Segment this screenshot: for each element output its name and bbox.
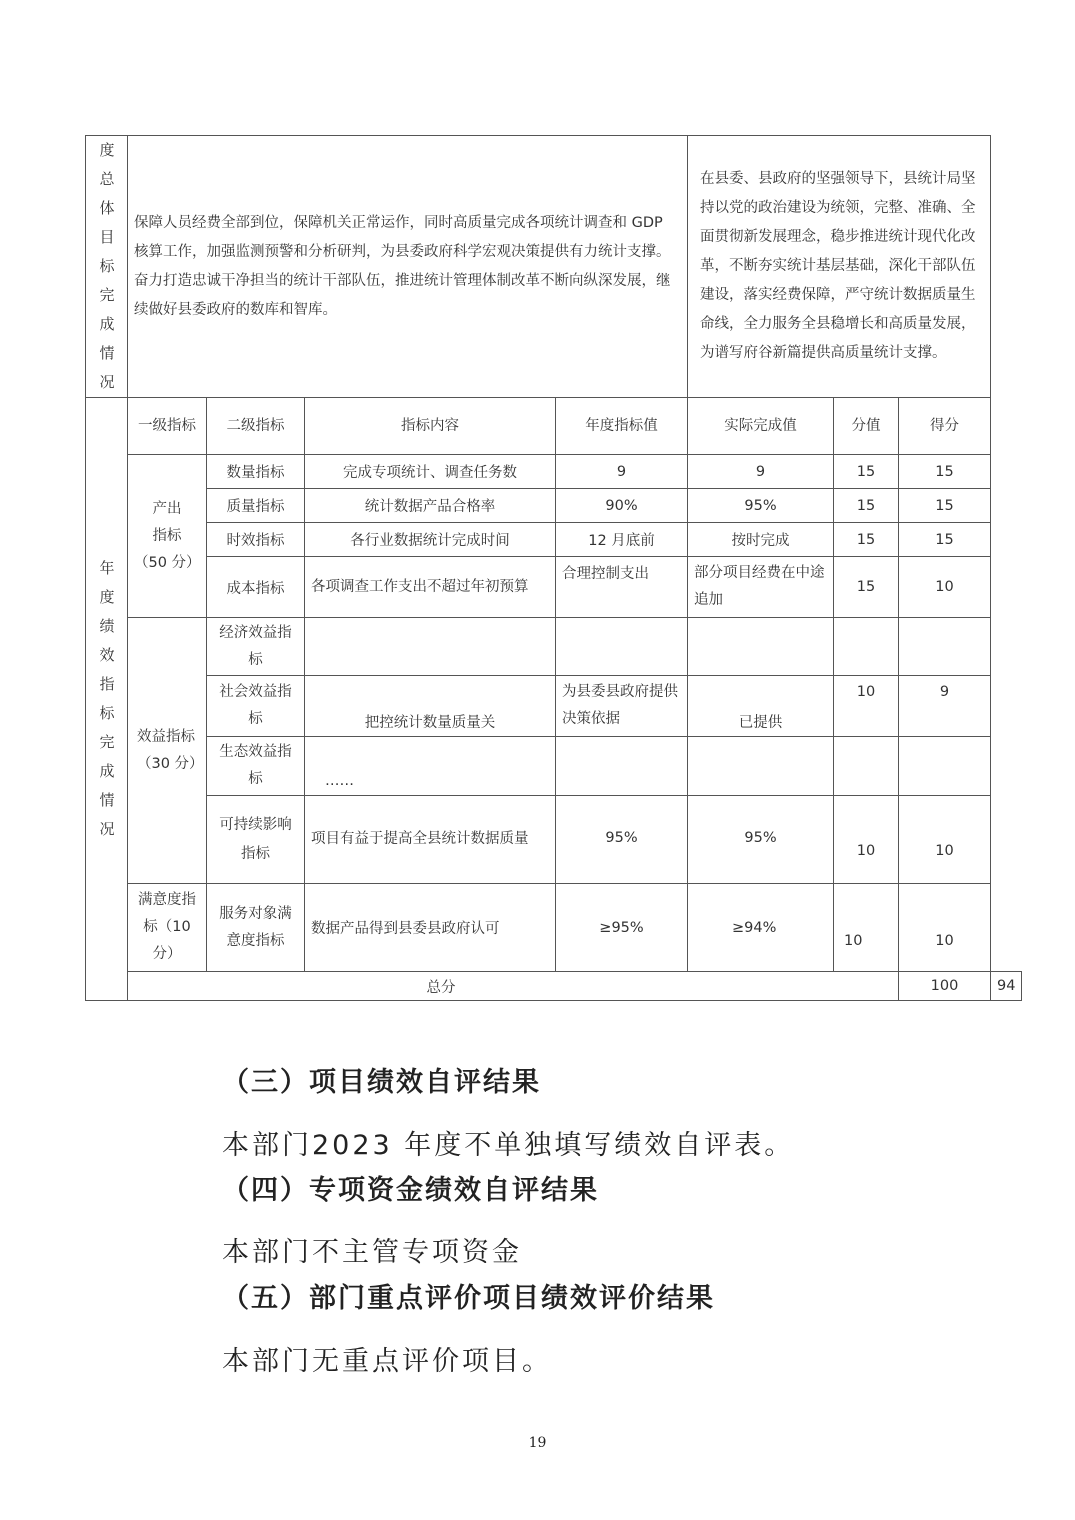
actual-cell: ≥94% [688, 884, 834, 972]
target-cell [556, 737, 688, 796]
page-number: 19 [528, 1435, 547, 1451]
target-cell: 12 月底前 [556, 523, 688, 557]
score-cell: 15 [899, 489, 991, 523]
level2-cell: 社会效益指标 [207, 676, 305, 737]
section-heading-3: （三）项目绩效自评结果 [222, 1067, 541, 1098]
score-cell: 9 [899, 676, 991, 737]
level2-cell: 经济效益指标 [207, 618, 305, 676]
vertical-label-char: 度 [99, 588, 115, 606]
perf-label-chars [100, 554, 114, 844]
header-content: 指标内容 [305, 398, 556, 455]
value-cell: 15 [834, 489, 899, 523]
section-body-5: 本部门无重点评价项目。 [222, 1346, 552, 1377]
level2-cell: 可持续影响指标 [207, 796, 305, 884]
score-cell: 10 [899, 796, 991, 884]
value-cell: 15 [834, 557, 899, 618]
content-cell: 数据产品得到县委县政府认可 [305, 884, 556, 972]
value-cell: 10 [834, 676, 899, 737]
actual-cell: 95% [688, 489, 834, 523]
goal-row [86, 136, 1022, 398]
vertical-label-char: 总 [99, 170, 115, 188]
target-cell: 为县委县政府提供决策依据 [556, 676, 688, 737]
performance-table [85, 135, 1022, 1001]
header-row [86, 398, 1022, 455]
total-value: 100 [899, 972, 991, 1001]
table-row [86, 523, 1022, 557]
vertical-label-char: 标 [99, 257, 115, 275]
actual-cell [688, 737, 834, 796]
level2-cell: 质量指标 [207, 489, 305, 523]
target-cell: 合理控制支出 [556, 557, 688, 618]
vertical-label-char: 成 [99, 315, 115, 333]
score-cell: 10 [899, 557, 991, 618]
total-score: 94 [991, 972, 1022, 1001]
score-cell: 15 [899, 455, 991, 489]
goal-plan-text: 保障人员经费全部到位，保障机关正常运作，同时高质量完成各项统计调查和 GDP 核算工作，加强监测预警和分析研判，为县委政府科学宏观决策提供有力统计支撑。奋力打造忠诚干净担当的统计干部队伍，推进统计管理体制改革不断向纵深发展，继续做好县委政府的数库和智库。 [128, 136, 688, 398]
vertical-label-char: 体 [99, 199, 115, 217]
vertical-label-char: 效 [99, 646, 115, 664]
level2-cell: 服务对象满意度指标 [207, 884, 305, 972]
table-row [86, 796, 1022, 884]
content-cell: 统计数据产品合格率 [305, 489, 556, 523]
vertical-label-char: 标 [99, 704, 115, 722]
header-level2: 二级指标 [207, 398, 305, 455]
level2-cell: 成本指标 [207, 557, 305, 618]
target-cell: 90% [556, 489, 688, 523]
actual-cell: 部分项目经费在中途追加 [688, 557, 834, 618]
header-score-value: 分值 [834, 398, 899, 455]
output-group-name: 产出指标 [152, 500, 182, 544]
vertical-label-char: 年 [99, 559, 115, 577]
target-cell [556, 618, 688, 676]
content-cell: 完成专项统计、调查任务数 [305, 455, 556, 489]
content-cell: 把控统计数量质量关 [305, 676, 556, 737]
score-cell [899, 618, 991, 676]
vertical-label-char: 完 [99, 286, 115, 304]
value-cell: 15 [834, 523, 899, 557]
actual-cell: 按时完成 [688, 523, 834, 557]
table-row [86, 618, 1022, 676]
content-cell: …… [305, 737, 556, 796]
vertical-label-char: 情 [99, 344, 115, 362]
satisfaction-group-name: 满意度指标（10 分） [138, 892, 196, 962]
table-row [86, 737, 1022, 796]
content-cell: 各行业数据统计完成时间 [305, 523, 556, 557]
content-cell: 项目有益于提高全县统计数据质量 [305, 796, 556, 884]
header-actual: 实际完成值 [688, 398, 834, 455]
actual-cell: 95% [688, 796, 834, 884]
vertical-label-char: 况 [99, 820, 115, 838]
output-group-label [128, 455, 207, 618]
content-cell [305, 618, 556, 676]
table-row [86, 557, 1022, 618]
score-cell: 10 [899, 884, 991, 972]
level2-cell: 数量指标 [207, 455, 305, 489]
table-row [86, 489, 1022, 523]
vertical-label-char: 成 [99, 762, 115, 780]
value-cell [834, 618, 899, 676]
level2-cell: 生态效益指标 [207, 737, 305, 796]
vertical-label-char: 指 [99, 675, 115, 693]
output-group-points: （50 分） [134, 554, 201, 571]
actual-cell [688, 618, 834, 676]
benefit-group-label [128, 618, 207, 884]
actual-cell: 9 [688, 455, 834, 489]
vertical-label-char: 度 [99, 141, 115, 159]
satisfaction-group-label [128, 884, 207, 972]
target-cell: ≥95% [556, 884, 688, 972]
vertical-label-char: 绩 [99, 617, 115, 635]
total-row [86, 972, 1022, 1001]
header-score: 得分 [899, 398, 991, 455]
goal-actual-text: 在县委、县政府的坚强领导下，县统计局坚持以党的政治建设为统领，完整、准确、全面贯彻新发展理念，稳步推进统计现代化改革，不断夯实统计基层基础，深化干部队伍建设，落实经费保障，严守统计数据质量生命线，全力服务全县稳增长和高质量发展，为谱写府谷新篇提供高质量统计支撑。 [688, 136, 991, 398]
table-row [86, 676, 1022, 737]
total-label: 总分 [128, 972, 899, 1001]
section-heading-5: （五）部门重点评价项目绩效评价结果 [222, 1283, 715, 1314]
section-body-3: 本部门2023 年度不单独填写绩效自评表。 [222, 1130, 795, 1161]
goal-row-label [86, 136, 128, 398]
value-cell: 10 [834, 796, 899, 884]
table-row [86, 455, 1022, 489]
section-heading-4: （四）专项资金绩效自评结果 [222, 1175, 599, 1206]
benefit-group-name: 效益指标（30 分） [137, 728, 204, 772]
target-cell: 95% [556, 796, 688, 884]
section-body-4: 本部门不主管专项资金 [222, 1237, 522, 1268]
vertical-label-char: 情 [99, 791, 115, 809]
content-cell: 各项调查工作支出不超过年初预算 [305, 557, 556, 618]
perf-label-cell [86, 398, 128, 1001]
value-cell: 10 [834, 884, 899, 972]
header-level1: 一级指标 [128, 398, 207, 455]
value-cell [834, 737, 899, 796]
goal-label-chars [100, 136, 114, 397]
vertical-label-char: 完 [99, 733, 115, 751]
actual-cell: 已提供 [688, 676, 834, 737]
value-cell: 15 [834, 455, 899, 489]
table-row [86, 884, 1022, 972]
level2-cell: 时效指标 [207, 523, 305, 557]
score-cell [899, 737, 991, 796]
vertical-label-char: 况 [99, 373, 115, 391]
target-cell: 9 [556, 455, 688, 489]
vertical-label-char: 目 [99, 228, 115, 246]
score-cell: 15 [899, 523, 991, 557]
header-target: 年度指标值 [556, 398, 688, 455]
